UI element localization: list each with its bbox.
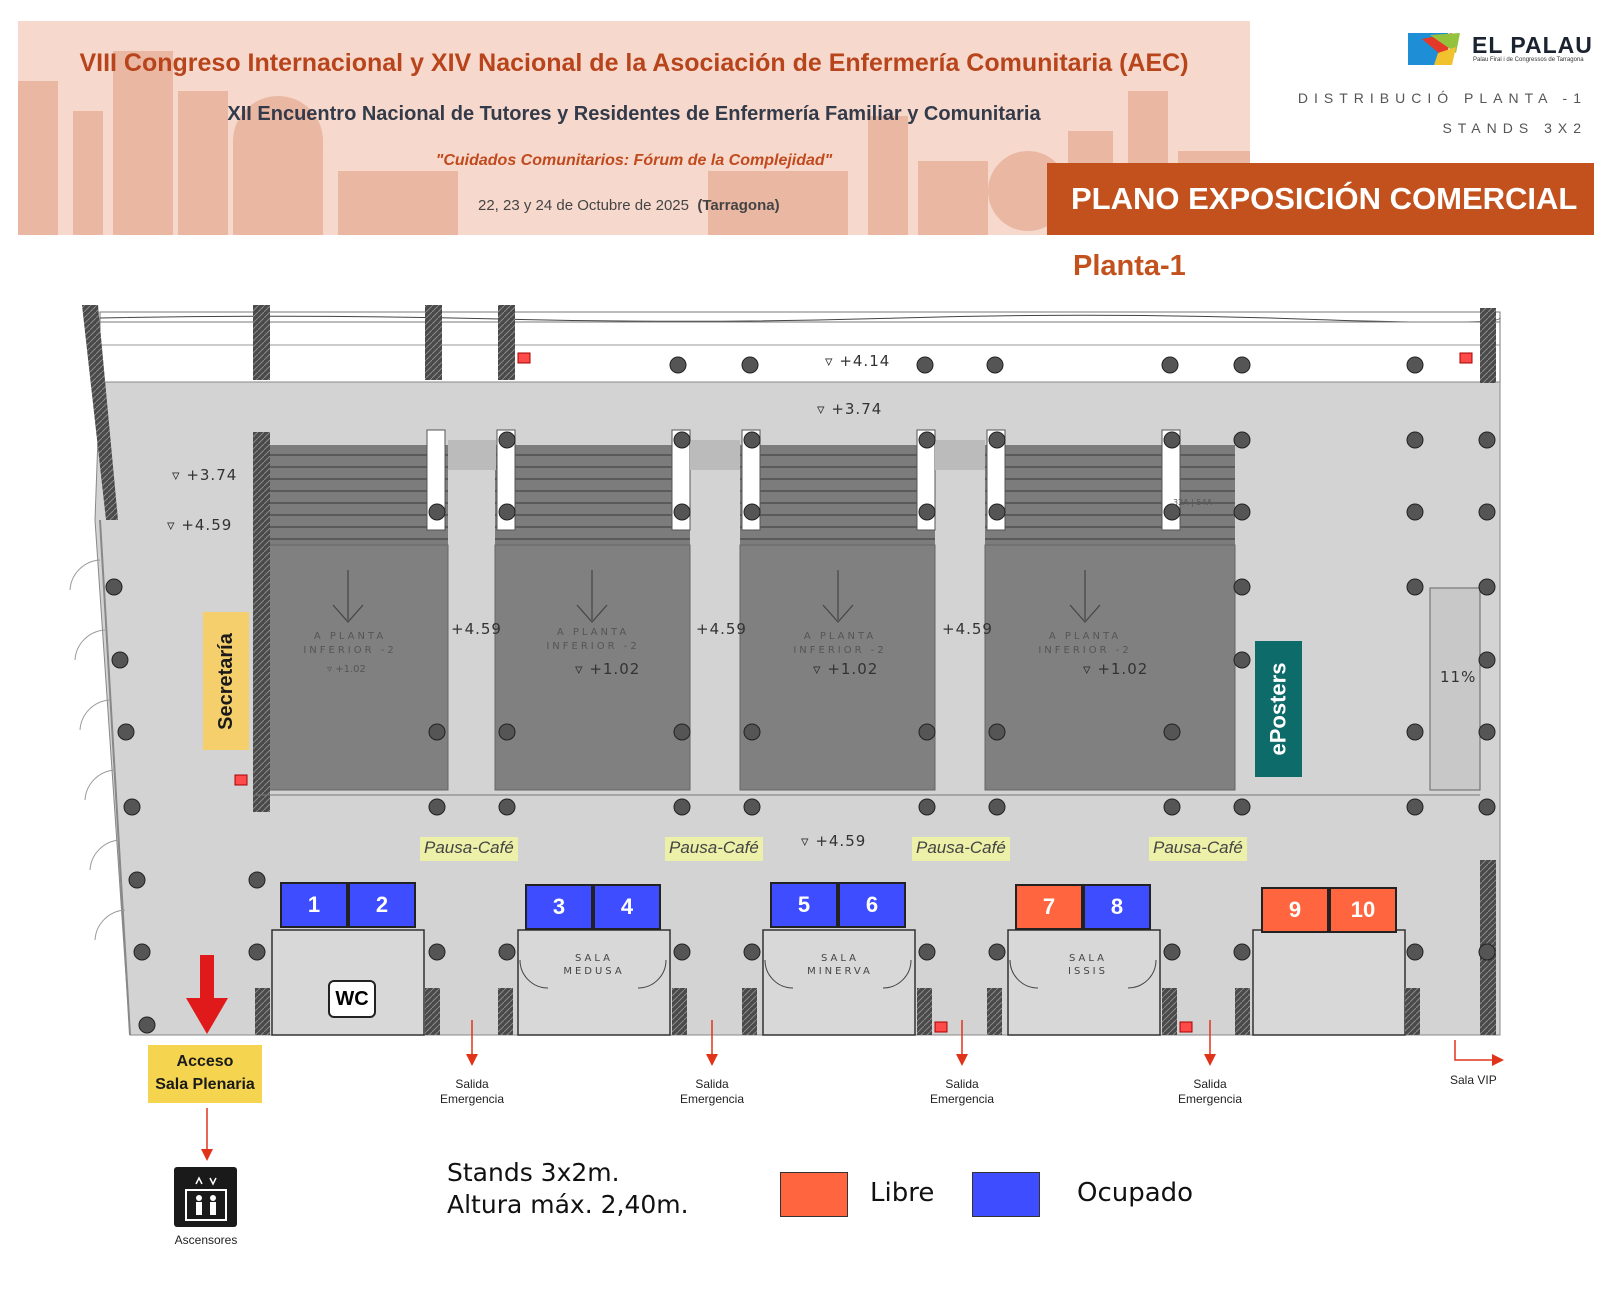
seat-count-label: 32A | 54A: [1173, 498, 1213, 507]
level-ramp-1: ▿ +1.02: [327, 664, 366, 675]
wc-label: WC: [328, 980, 376, 1018]
ramp-label-1: A PLANTA INFERIOR -2: [303, 631, 397, 656]
salida-emergencia-3: Salida Emergencia: [929, 1077, 995, 1106]
stand-8[interactable]: 8: [1083, 884, 1151, 930]
sala-medusa: SALA MEDUSA: [563, 953, 625, 977]
level-corridor-1: +4.59: [451, 620, 502, 638]
logo-tagline: Palau Firal i de Congressos de Tarragona: [1473, 57, 1584, 63]
dates-text: 22, 23 y 24 de Octubre de 2025: [478, 197, 689, 214]
congress-subtitle: XII Encuentro Nacional de Tutores y Residentes de Enfermería Familiar y Comunitaria: [227, 103, 1041, 125]
secretaria-label: Secretaría: [214, 632, 237, 730]
ramp-label-2: A PLANTA INFERIOR -2: [546, 627, 640, 652]
stand-1[interactable]: 1: [280, 882, 348, 928]
stand-2[interactable]: 2: [348, 882, 416, 928]
pausa-cafe-4: Pausa-Café: [1149, 837, 1247, 861]
level-upper: ▿ +3.74: [817, 400, 883, 418]
level-left-upper: ▿ +3.74: [172, 466, 238, 484]
elevator-icon: [174, 1167, 237, 1227]
ramp-label-4: A PLANTA INFERIOR -2: [1038, 631, 1132, 656]
level-ramp-4: ▿ +1.02: [1083, 660, 1149, 678]
stand-7[interactable]: 7: [1015, 884, 1083, 930]
stand-10[interactable]: 10: [1329, 887, 1397, 933]
stand-height-text: Altura máx. 2,40m.: [447, 1190, 689, 1219]
logo-name: EL PALAU: [1472, 32, 1593, 58]
sala-vip-label: Sala VIP: [1450, 1073, 1497, 1087]
sala-issis: SALA ISSIS: [1068, 953, 1108, 977]
congress-motto: "Cuidados Comunitarios: Fórum de la Complejidad": [435, 152, 833, 169]
congress-title: VIII Congreso Internacional y XIV Nacional de la Asociación de Enfermería Comunitaria (AEC): [79, 49, 1189, 77]
distribution-line-1: DISTRIBUCIÓ PLANTA -1: [1297, 90, 1587, 106]
salida-emergencia-4: Salida Emergencia: [1177, 1077, 1243, 1106]
stand-size-text: Stands 3x2m.: [447, 1158, 620, 1187]
level-main: ▿ +4.59: [801, 832, 867, 850]
legend-ocupado-swatch: [972, 1172, 1040, 1217]
distribution-line-2: STANDS 3X2: [1442, 120, 1587, 136]
salida-emergencia-1: Salida Emergencia: [439, 1077, 505, 1106]
level-corridor-3: +4.59: [942, 620, 993, 638]
level-slope: 11%: [1440, 668, 1477, 686]
stand-5[interactable]: 5: [770, 882, 838, 928]
secretaria-area: [203, 612, 249, 750]
legend-libre-label: Libre: [870, 1178, 935, 1208]
ramp-label-3: A PLANTA INFERIOR -2: [793, 631, 887, 656]
stand-4[interactable]: 4: [593, 884, 661, 930]
sala-minerva: SALA MINERVA: [807, 953, 873, 977]
ascensores-label: Ascensores: [174, 1233, 238, 1247]
stand-9[interactable]: 9: [1261, 887, 1329, 933]
stand-specs: [447, 1157, 689, 1221]
legend-ocupado-label: Ocupado: [1077, 1178, 1194, 1208]
pausa-cafe-2: Pausa-Café: [665, 837, 763, 861]
plan-title: PLANO EXPOSICIÓN COMERCIAL: [1071, 181, 1578, 216]
floor-label: Planta-1: [1073, 250, 1186, 282]
pausa-cafe-3: Pausa-Café: [912, 837, 1010, 861]
stand-6[interactable]: 6: [838, 882, 906, 928]
level-top: ▿ +4.14: [825, 352, 891, 370]
level-ramp-2: ▿ +1.02: [575, 660, 641, 678]
eposters-label: ePosters: [1265, 662, 1291, 756]
pausa-cafe-1: Pausa-Café: [420, 837, 518, 861]
city-text: (Tarragona): [697, 197, 780, 214]
level-corridor-2: +4.59: [696, 620, 747, 638]
stand-3[interactable]: 3: [525, 884, 593, 930]
legend-libre-swatch: [780, 1172, 848, 1217]
salida-emergencia-2: Salida Emergencia: [679, 1077, 745, 1106]
eposters-area: [1255, 641, 1302, 777]
level-left-lower: ▿ +4.59: [167, 516, 233, 534]
level-ramp-3: ▿ +1.02: [813, 660, 879, 678]
acceso-sala-plenaria: Acceso Sala Plenaria: [148, 1045, 262, 1103]
